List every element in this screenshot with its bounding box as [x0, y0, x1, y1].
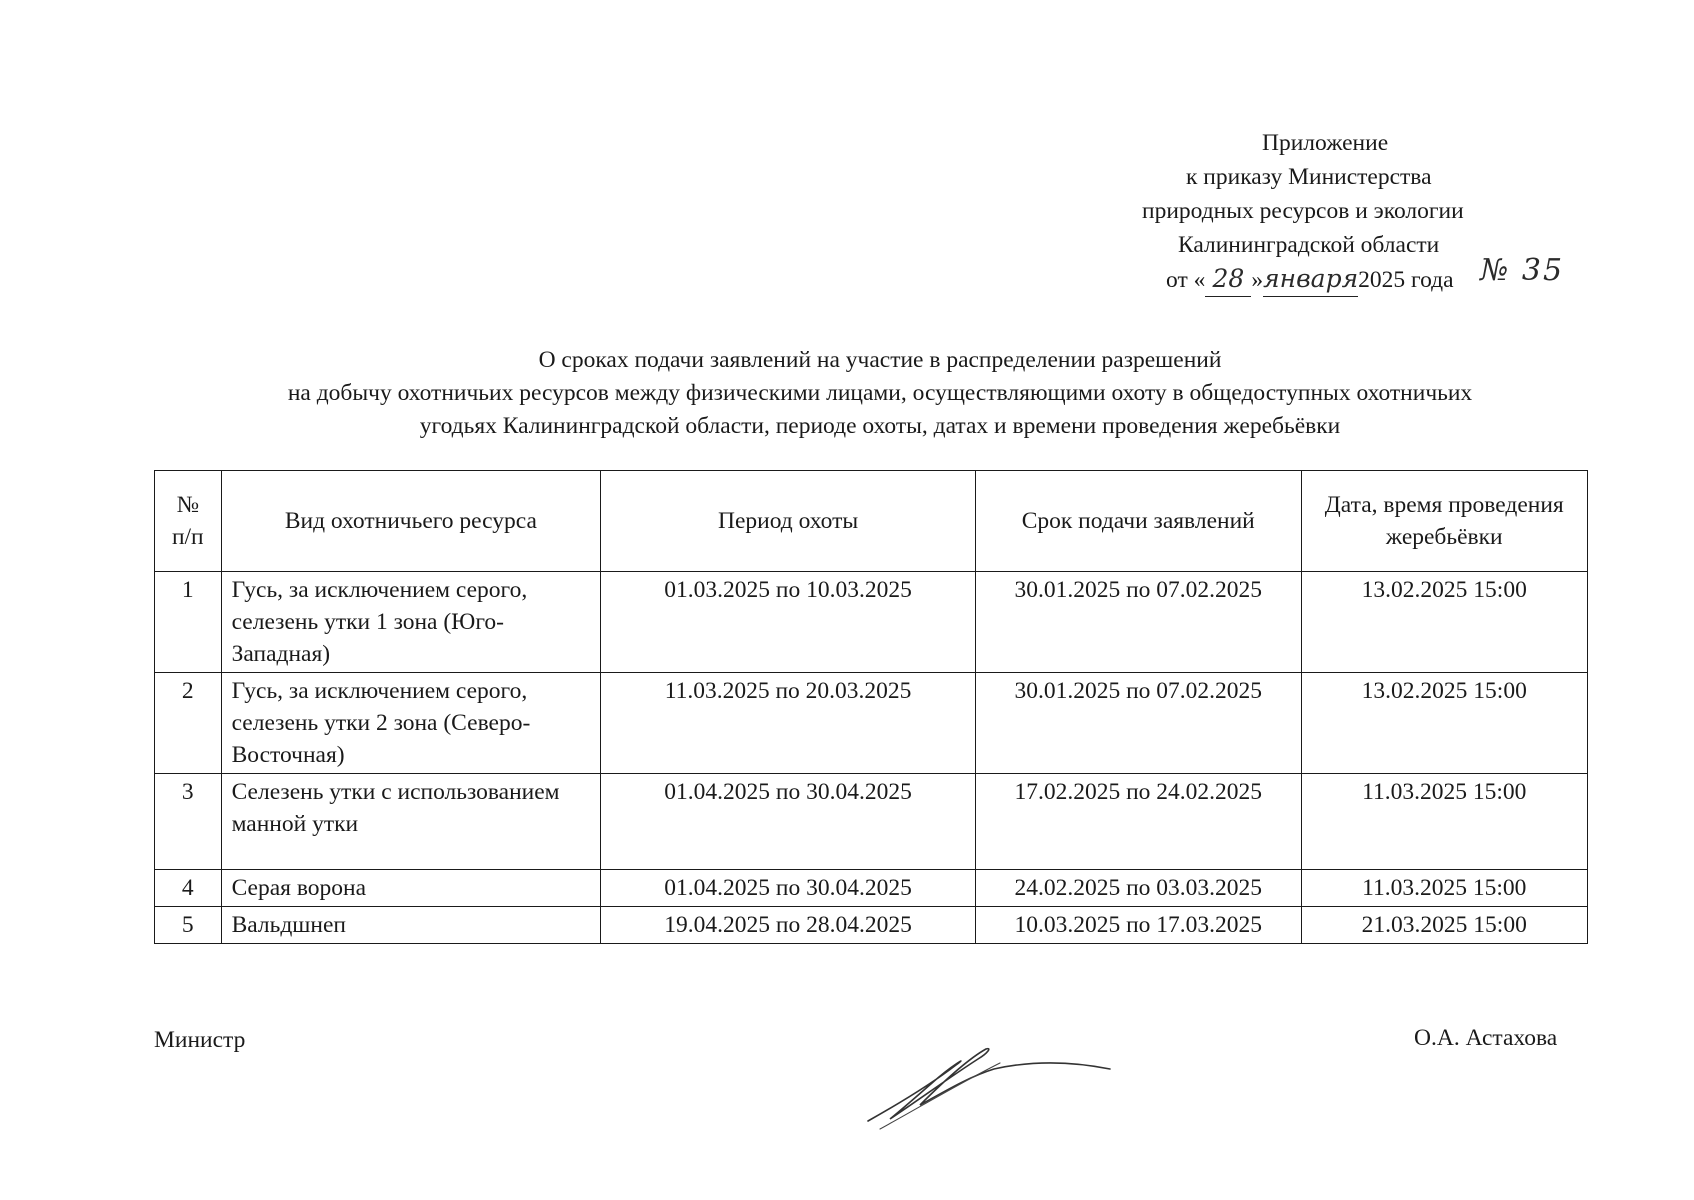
table-row: [155, 673, 1588, 774]
table-header-row: [155, 471, 1588, 572]
appendix-date-line: [1130, 253, 1565, 297]
date-close-quote: »: [1251, 267, 1264, 293]
header-period: Период охоты: [601, 471, 976, 572]
cell-period: 11.03.2025 по 20.03.2025: [601, 673, 976, 774]
cell-draw: 11.03.2025 15:00: [1301, 870, 1587, 907]
table-row: [155, 774, 1588, 870]
cell-num: 1: [155, 572, 222, 673]
cell-resource: Серая ворона: [221, 870, 601, 907]
title-line-2: на добычу охотничьих ресурсов между физическими лицами, осуществляющими охоту в общедоступных охотничьих: [287, 380, 1473, 406]
title-line-1: О сроках подачи заявлений на участие в распределении разрешений: [538, 347, 1222, 373]
signatory-name: О.А. Астахова: [1414, 1025, 1558, 1051]
appendix-line-4: Калининградской области: [1178, 232, 1440, 258]
cell-term: 10.03.2025 по 17.03.2025: [975, 907, 1301, 944]
date-year: 2025 года: [1358, 267, 1454, 293]
cell-term: 30.01.2025 по 07.02.2025: [975, 673, 1301, 774]
date-day-handwritten: 28: [1205, 262, 1251, 297]
table-row: [155, 870, 1588, 907]
schedule-table: [154, 470, 1588, 944]
date-prefix: от «: [1166, 267, 1206, 293]
title-line-3: угодьях Калининградской области, периоде охоты, датах и времени проведения жеребьёвки: [419, 413, 1341, 439]
cell-num: 5: [155, 907, 222, 944]
table-row: [155, 572, 1588, 673]
header-num: № п/п: [155, 471, 222, 572]
appendix-line-2: к приказу Министерства: [1186, 164, 1432, 190]
document-title: [160, 344, 1600, 443]
handwritten-signature: [860, 1025, 1120, 1135]
order-number-handwritten: № 35: [1480, 253, 1565, 288]
cell-period: 01.04.2025 по 30.04.2025: [601, 870, 976, 907]
cell-draw: 13.02.2025 15:00: [1301, 572, 1587, 673]
appendix-line-3: природных ресурсов и экологии: [1142, 198, 1464, 224]
cell-resource: Гусь, за исключением серого, селезень утки 1 зона (Юго-Западная): [221, 572, 601, 673]
signatory-position: Министр: [154, 1027, 246, 1053]
cell-period: 01.04.2025 по 30.04.2025: [601, 774, 976, 870]
header-resource: Вид охотничьего ресурса: [221, 471, 601, 572]
cell-draw: 11.03.2025 15:00: [1301, 774, 1587, 870]
cell-num: 3: [155, 774, 222, 870]
header-term: Срок подачи заявлений: [975, 471, 1301, 572]
table-row: [155, 907, 1588, 944]
cell-term: 30.01.2025 по 07.02.2025: [975, 572, 1301, 673]
cell-period: 01.03.2025 по 10.03.2025: [601, 572, 976, 673]
cell-term: 17.02.2025 по 24.02.2025: [975, 774, 1301, 870]
cell-draw: 13.02.2025 15:00: [1301, 673, 1587, 774]
cell-num: 2: [155, 673, 222, 774]
appendix-block: [1130, 126, 1565, 297]
date-month-handwritten: января: [1263, 262, 1358, 297]
cell-num: 4: [155, 870, 222, 907]
cell-resource: Гусь, за исключением серого, селезень утки 2 зона (Северо-Восточная): [221, 673, 601, 774]
cell-resource: Вальдшнеп: [221, 907, 601, 944]
cell-period: 19.04.2025 по 28.04.2025: [601, 907, 976, 944]
header-draw: Дата, время проведения жеребьёвки: [1301, 471, 1587, 572]
cell-draw: 21.03.2025 15:00: [1301, 907, 1587, 944]
cell-resource: Селезень утки с использованием манной утки: [221, 774, 601, 870]
appendix-line-1: Приложение: [1262, 130, 1389, 156]
cell-term: 24.02.2025 по 03.03.2025: [975, 870, 1301, 907]
